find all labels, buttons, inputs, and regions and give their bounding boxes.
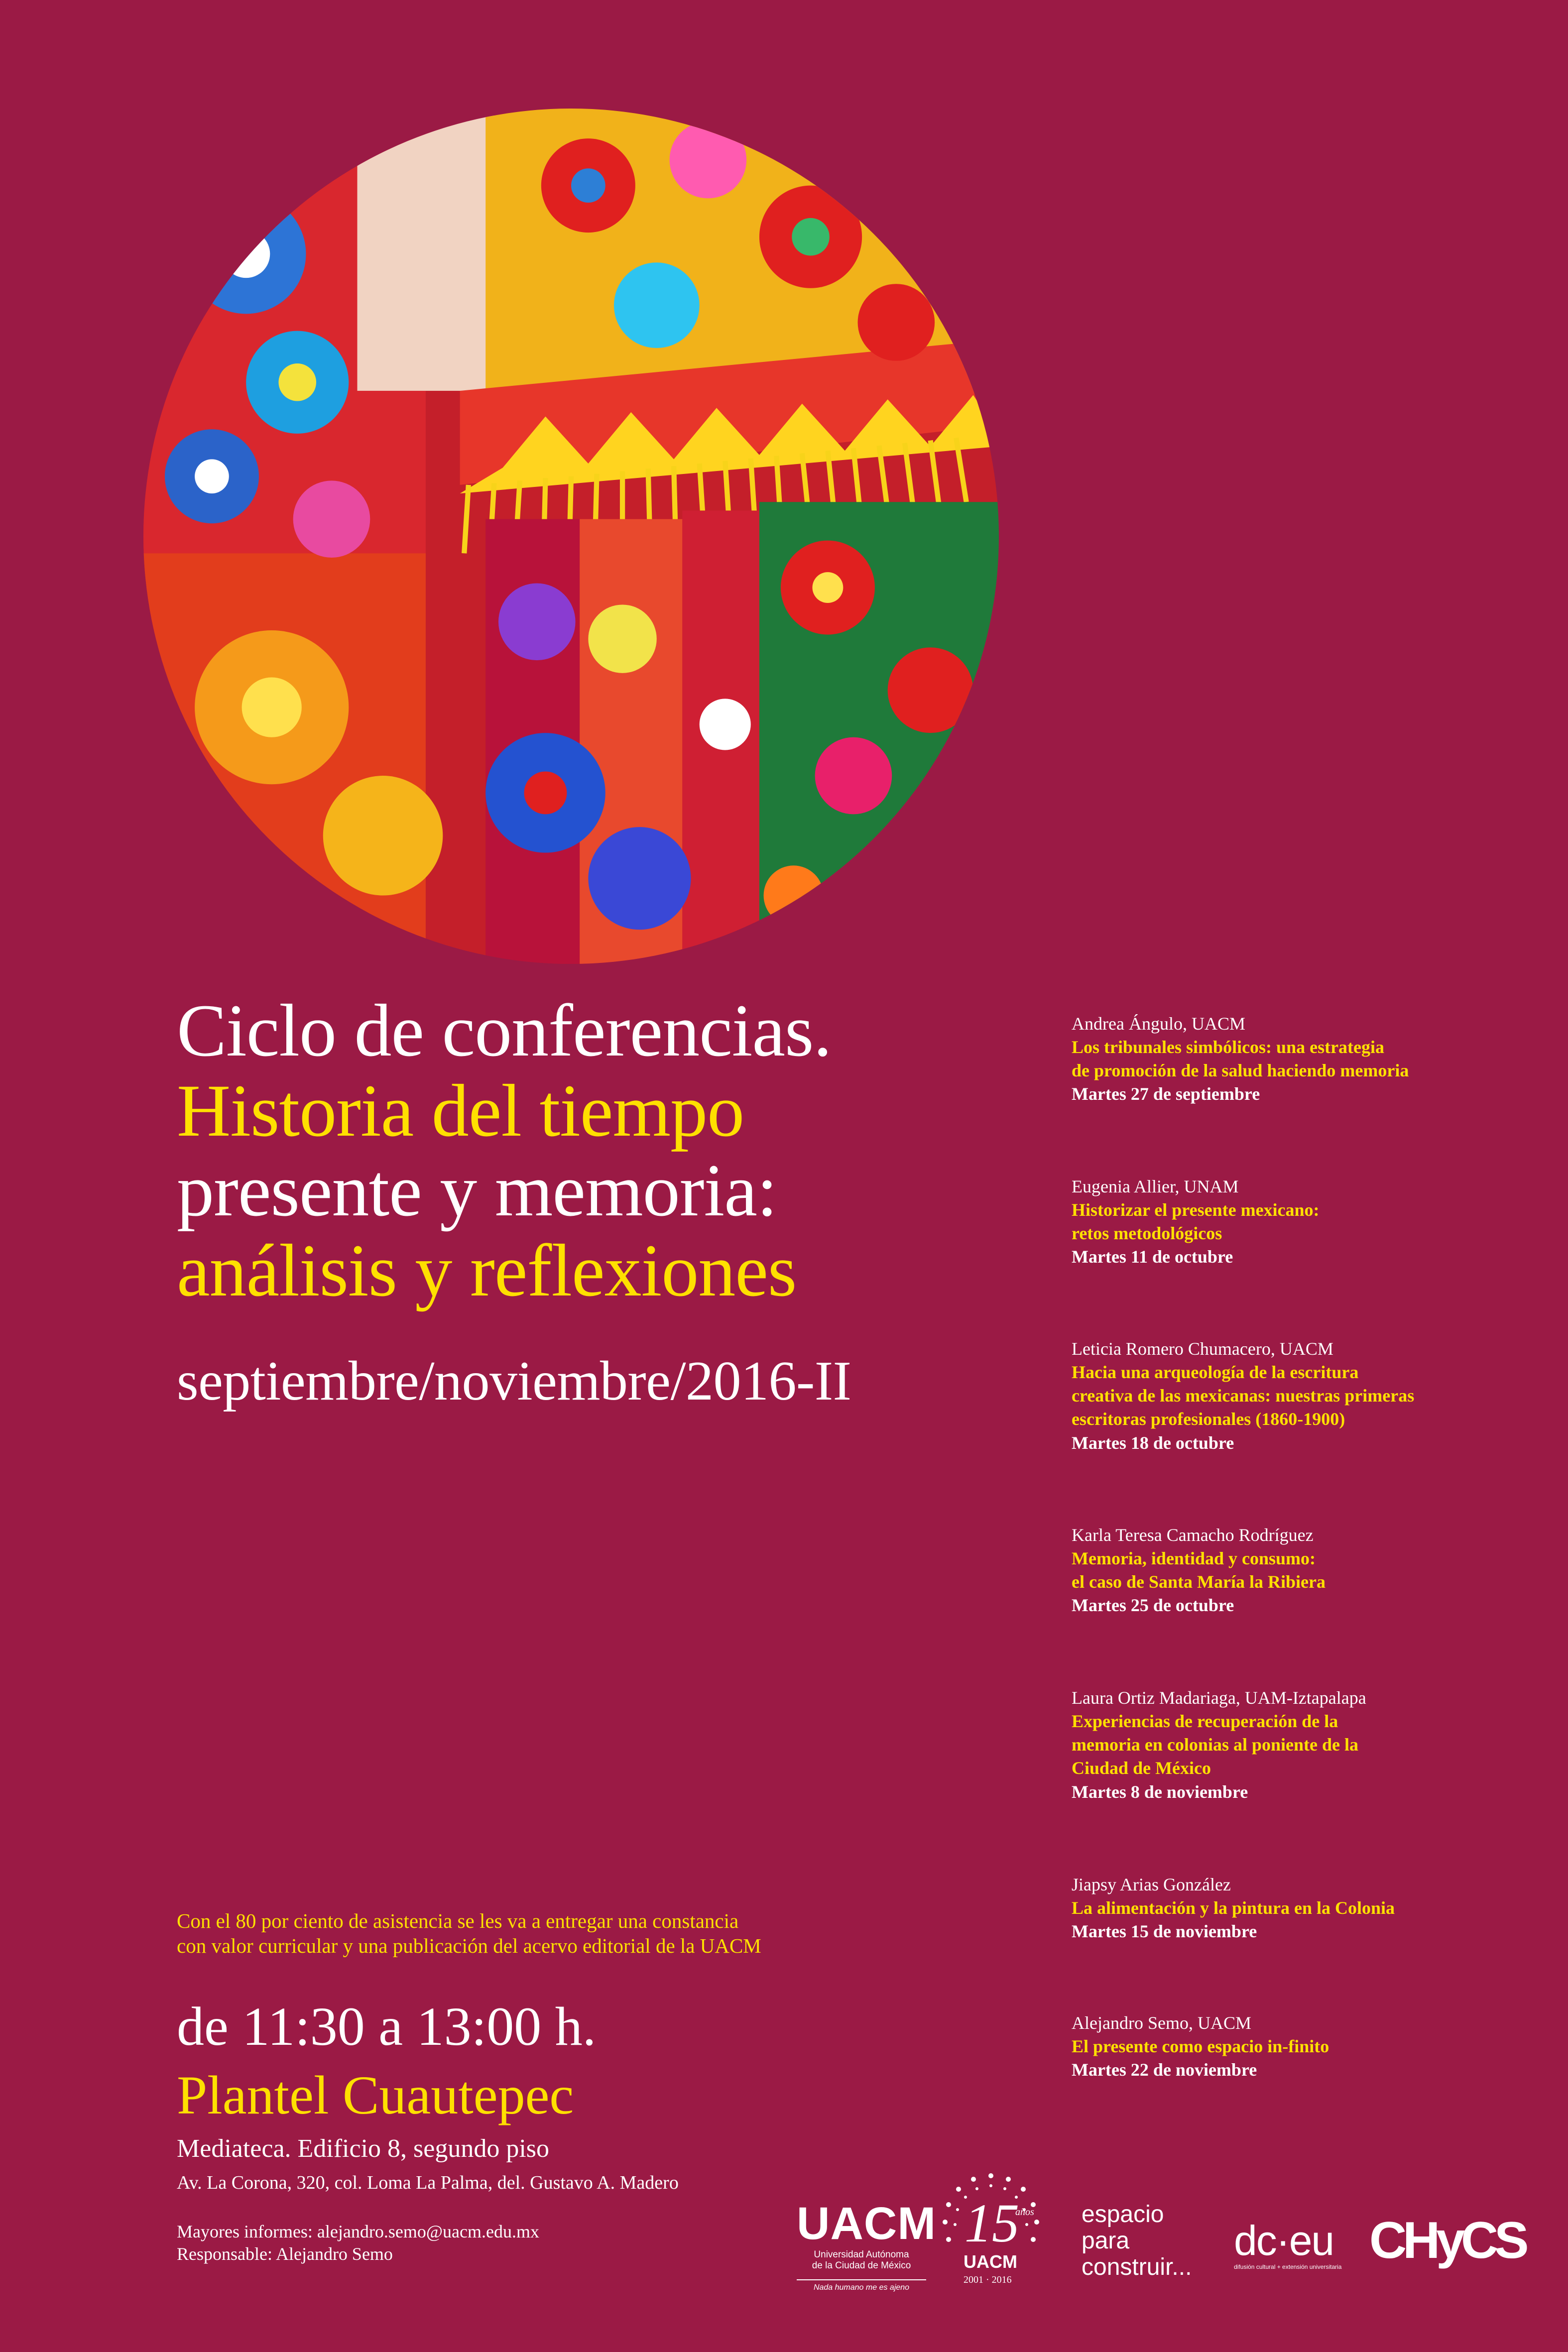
attendance-note [177, 1908, 874, 1958]
talk-title-line: El presente como espacio in-finito [1072, 2036, 1329, 2057]
title-line-4: análisis y reflexiones [177, 1229, 797, 1312]
schedule-hours: de 11:30 a 13:00 h. [177, 1996, 597, 2057]
talk-date: Martes 18 de octubre [1072, 1432, 1234, 1453]
slogan-line: construir... [1082, 2253, 1192, 2280]
title-line-2: Historia del tiempo [177, 1069, 744, 1152]
logo-strip [797, 2166, 1559, 2290]
embroidered-textiles-photo [143, 109, 999, 964]
talk-date: Martes 22 de noviembre [1072, 2060, 1257, 2080]
talk-title [1072, 1896, 1555, 1920]
talk-item [1072, 1175, 1555, 1269]
anniversary-logo [934, 2166, 1048, 2290]
info-email: Mayores informes: alejandro.semo@uacm.edu.mx [177, 2222, 539, 2241]
talk-speaker: Andrea Ángulo, UACM [1072, 1014, 1245, 1034]
slogan-line: espacio [1082, 2201, 1164, 2228]
talk-item [1072, 1012, 1555, 1106]
dceu-logo-subtitle: difusión cultural + extensión universitaria [1234, 2263, 1342, 2270]
anniversary-number: 15 [965, 2193, 1019, 2253]
venue: Mediateca. Edificio 8, segundo piso [177, 2134, 550, 2163]
talk-speaker: Alejandro Semo, UACM [1072, 2013, 1251, 2033]
talk-title-line: el caso de Santa María la Ribiera [1072, 1572, 1326, 1592]
anniversary-name: UACM [964, 2251, 1017, 2272]
responsible: Responsable: Alejandro Semo [177, 2244, 393, 2264]
uacm-motto: Nada humano me es ajeno [797, 2279, 926, 2292]
talk-speaker: Karla Teresa Camacho Rodríguez [1072, 1525, 1314, 1545]
uacm-logo [797, 2198, 936, 2292]
uacm-logo-word: UACM [797, 2198, 936, 2249]
talk-title-line: Ciudad de México [1072, 1758, 1211, 1778]
slogan-logo [1082, 2202, 1192, 2280]
talk-item [1072, 1524, 1555, 1618]
talk-title-line: Experiencias de recuperación de la [1072, 1711, 1338, 1732]
anniversary-years: 2001 · 2016 [964, 2274, 1012, 2285]
dceu-logo [1234, 2217, 1342, 2270]
uacm-logo-subtitle [797, 2249, 926, 2271]
uacm-logo-line: Universidad Autónoma [814, 2249, 909, 2260]
contact-info [177, 2221, 539, 2265]
talk-title-line: escritoras profesionales (1860-1900) [1072, 1409, 1345, 1429]
talk-title [1072, 1361, 1555, 1431]
talk-item [1072, 1873, 1555, 1943]
talk-title-line: Hacia una arqueología de la escritura [1072, 1362, 1359, 1383]
chycs-logo: CHyCS [1369, 2212, 1525, 2269]
slogan-line: para [1082, 2227, 1130, 2254]
talk-title [1072, 1036, 1555, 1082]
campus-name: Plantel Cuautepec [177, 2065, 574, 2125]
period: septiembre/noviembre/2016-II [177, 1350, 851, 1412]
title-block [177, 991, 998, 1413]
talk-speaker: Jiapsy Arias González [1072, 1875, 1231, 1894]
title-line-1: Ciclo de conferencias. [177, 989, 832, 1072]
talk-title-line: creativa de las mexicanas: nuestras primeras [1072, 1386, 1415, 1406]
talk-title-line: Los tribunales simbólicos: una estrategia [1072, 1037, 1385, 1058]
talk-title-line: Memoria, identidad y consumo: [1072, 1548, 1316, 1569]
talk-speaker: Leticia Romero Chumacero, UACM [1072, 1339, 1333, 1359]
talk-speaker: Laura Ortiz Madariaga, UAM-Iztapalapa [1072, 1688, 1366, 1708]
talk-title-line: La alimentación y la pintura en la Colonia [1072, 1898, 1395, 1918]
dceu-logo-word: dc·eu [1234, 2217, 1334, 2264]
address: Av. La Corona, 320, col. Loma La Palma, del. Gustavo A. Madero [177, 2172, 679, 2193]
attendance-note-line: Con el 80 por ciento de asistencia se les va a entregar una constancia [177, 1909, 739, 1932]
talk-title [1072, 1547, 1555, 1594]
talk-title-line: Historizar el presente mexicano: [1072, 1200, 1320, 1220]
talk-title [1072, 1710, 1555, 1780]
talk-item [1072, 2011, 1555, 2082]
talk-title-line: de promoción de la salud haciendo memoria [1072, 1060, 1409, 1081]
talk-title-line: retos metodológicos [1072, 1223, 1222, 1244]
anniversary-years-word: años [1015, 2207, 1034, 2218]
talk-title-line: memoria en colonias al poniente de la [1072, 1735, 1358, 1755]
uacm-logo-line: de la Ciudad de México [812, 2260, 911, 2271]
talk-title [1072, 1198, 1555, 1245]
talk-title [1072, 2035, 1555, 2058]
talk-date: Martes 8 de noviembre [1072, 1781, 1248, 1802]
attendance-note-line: con valor curricular y una publicación del acervo editorial de la UACM [177, 1934, 761, 1958]
talk-item [1072, 1686, 1555, 1804]
talk-speaker: Eugenia Allier, UNAM [1072, 1176, 1239, 1196]
talk-date: Martes 27 de septiembre [1072, 1084, 1260, 1104]
title-line-3: presente y memoria: [177, 1149, 777, 1232]
talk-date: Martes 11 de octubre [1072, 1247, 1233, 1267]
talk-item [1072, 1337, 1555, 1455]
talk-date: Martes 15 de noviembre [1072, 1921, 1257, 1942]
textile-illustration [143, 109, 999, 964]
talk-date: Martes 25 de octubre [1072, 1595, 1234, 1616]
